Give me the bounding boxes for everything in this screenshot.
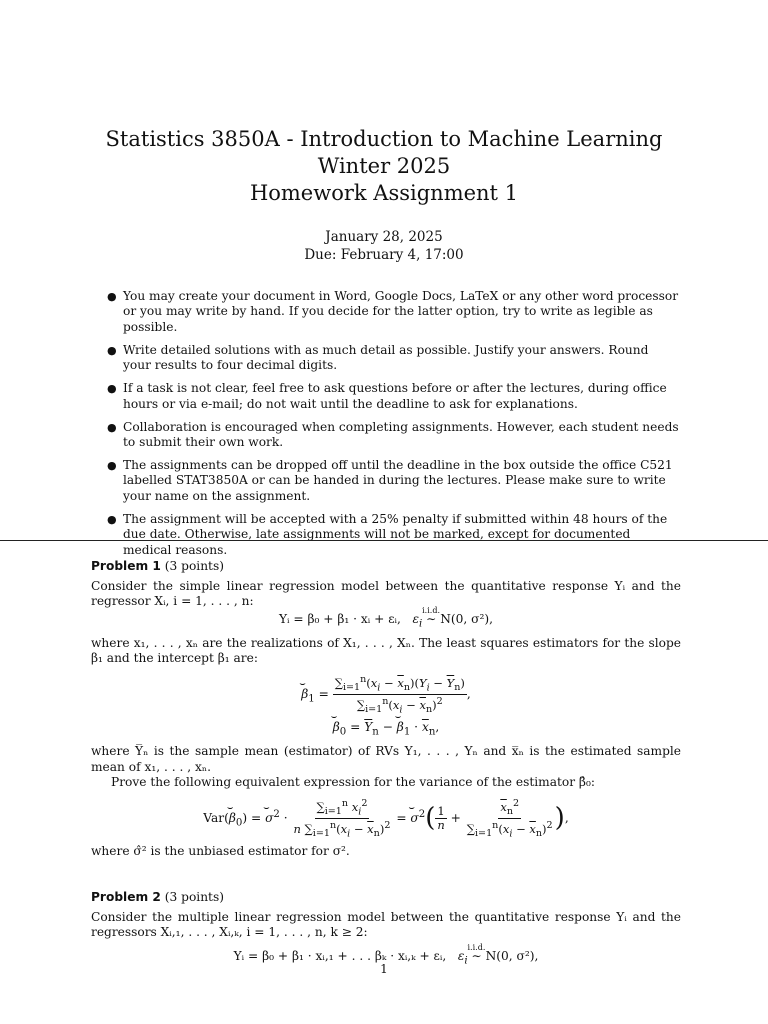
section-divider bbox=[0, 540, 768, 541]
problem-1 bbox=[91, 559, 681, 860]
problem-1-mean-text: where Y̅ₙ is the sample mean (estimator) of RVs Y₁, . . . , Yₙ and x̅ₙ is the estimated sample mean of x₁, . . . , xₙ. bbox=[91, 744, 681, 774]
bullet-icon: ● bbox=[107, 343, 117, 357]
model-equation: Yᵢ = β₀ + β₁ · xᵢ + εᵢ, $\varepsilon_i$ i.i.d. ∼ N(0, σ²), bbox=[279, 605, 493, 630]
variance-equation: Var(⌢ $\beta_0$) = ⌢ $\sigma^2$ · $\frac{\sum_{i=1}^n x_i^2}{n \sum_{i=1}^n(x_i - \overline{x}_n)^2}$ = ⌢ $\sigma^2$( $\frac{1}{n}$ + $\frac{\overline{x}_n^2}{\sum_{i=1}^n(x_i - \overline{x}_n)^2}$ ), bbox=[91, 797, 681, 840]
bullet-icon: ● bbox=[107, 290, 117, 303]
problem-2-intro: Consider the multiple linear regression model between the quantitative response Yᵢ and the regressors Xᵢ,₁, . . . , Xᵢ,ₖ, i = 1, . . . , n, k ≥ 2: bbox=[91, 909, 681, 940]
iid-symbol: i.i.d. ∼ bbox=[422, 605, 440, 626]
document-title bbox=[0, 126, 768, 207]
issue-date: January 28, 2025 bbox=[325, 229, 443, 245]
problem-1-prove: Prove the following equivalent expression for the variance of the estimator β̂₀: bbox=[111, 775, 595, 790]
problem-1-heading: Problem 1 (3 points) bbox=[91, 559, 224, 573]
instruction-item: ● The assignments can be dropped off until the deadline in the box outside the office C521 labelled STAT3850A or can be handed in during the lectures. Please make sure to write your name on the assignment. bbox=[107, 458, 673, 503]
page-number: 1 bbox=[380, 962, 388, 976]
multiple-model-equation: Yᵢ = β₀ + β₁ · xᵢ,₁ + . . . βₖ · xᵢ,ₖ + εᵢ, $\varepsilon_i$ i.i.d. ∼ N(0, σ²), bbox=[233, 942, 539, 967]
bullet-icon: ● bbox=[107, 420, 117, 434]
instructions-list bbox=[105, 289, 680, 566]
beta0-estimator: ⌢ $\beta_0 = \overline{Y}_n$ − ⌢ $\beta_1 \cdot \overline{x}_n$, bbox=[91, 720, 681, 740]
problem-1-closing: where σ̂² is the unbiased estimator for σ². bbox=[91, 844, 350, 859]
bullet-icon: ● bbox=[107, 382, 117, 396]
bullet-icon: ● bbox=[107, 459, 117, 473]
bullet-icon: ● bbox=[107, 512, 117, 526]
beta1-estimator: ⌢ $\beta_1$ = $\frac{\sum_{i=1}^n(x_i - \overline{x}_n)(Y_i - \overline{Y}_n)}{\sum_{i=1}^n(x_i - \overline{x}_n)^2}$ , bbox=[91, 673, 681, 716]
assignment-title: Homework Assignment 1 bbox=[249, 181, 519, 205]
instruction-item: ● You may create your document in Word, Google Docs, LaTeX or any other word processor or you may write by hand. If you decide for the latter option, try to write as legible as possible. bbox=[107, 289, 679, 334]
problem-1-intro: Consider the simple linear regression model between the quantitative response Yᵢ and the regressor Xᵢ, i = 1, . . . , n: bbox=[91, 578, 681, 609]
problem-2 bbox=[91, 890, 681, 969]
instruction-item: ● The assignment will be accepted with a 25% penalty if submitted within 48 hours of the due date. Otherwise, late assignments will not be marked, except for documented medical reasons. bbox=[107, 511, 668, 557]
due-date: Due: February 4, 17:00 bbox=[304, 247, 464, 263]
iid-symbol: i.i.d. ∼ bbox=[467, 942, 486, 963]
problems-section bbox=[91, 559, 681, 973]
course-title: Statistics 3850A - Introduction to Machine Learning bbox=[105, 127, 663, 151]
problem-2-heading: Problem 2 (3 points) bbox=[91, 889, 224, 904]
instruction-item: ● Write detailed solutions with as much detail as possible. Justify your answers. Round your results to four decimal digits. bbox=[107, 342, 649, 373]
instruction-item: ● Collaboration is encouraged when completing assignments. However, each student needs to submit their own work. bbox=[107, 419, 679, 450]
date-block bbox=[0, 228, 768, 264]
instruction-item: ● If a task is not clear, feel free to ask questions before or after the lectures, during office hours or via e-mail; do not wait until the deadline to ask for explanations. bbox=[107, 381, 667, 411]
problem-1-realizations: where x₁, . . . , xₙ are the realizations of X₁, . . . , Xₙ. The least squares estimators for the slope β₁ and the intercept β₁ are: bbox=[91, 635, 681, 666]
term: Winter 2025 bbox=[317, 154, 451, 178]
